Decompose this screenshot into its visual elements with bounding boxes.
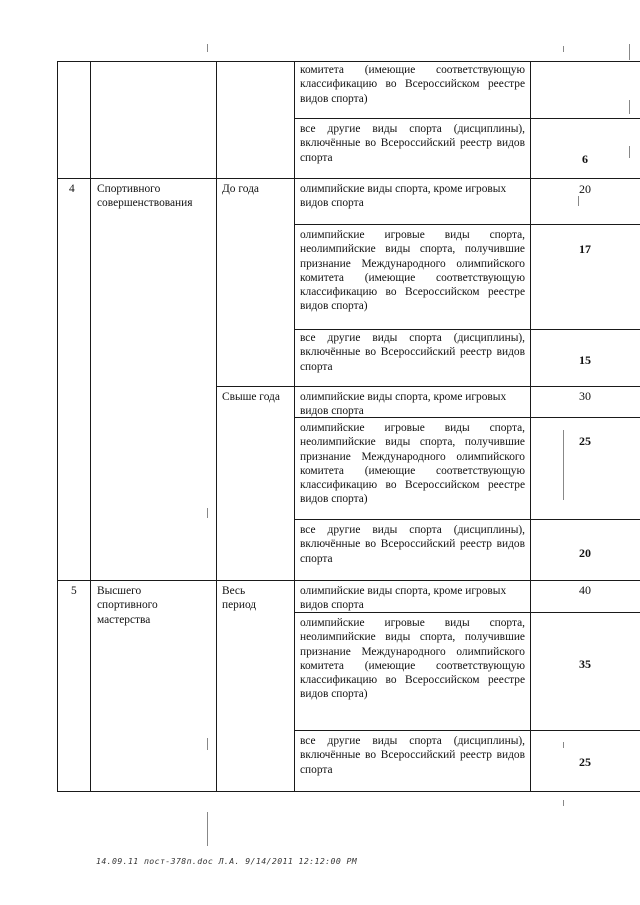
period-label: До года [222,183,259,195]
sport-category-text: олимпийские игровые виды спорта, неолимпийские виды спорта, получившие признание Международного олимпийского комитета (имеющие соответствующую классификацию во Всероссийском реестре видов спорта) [300,422,525,506]
table-border [294,329,640,330]
sport-category-text: олимпийские игровые виды спорта, неолимпийские виды спорта, получившие признание Международного олимпийского комитета (имеющие соответствующую классификацию во Всероссийском реестре видов спорта) [300,617,525,701]
scan-mark [207,812,208,846]
sport-category-text: все другие виды спорта (дисциплины), включённые во Всероссийский реестр видов спорта [300,332,525,373]
table-border [216,61,217,792]
table-border [57,61,640,62]
table-border [294,519,640,520]
sport-category-text: олимпийские виды спорта, кроме игровых видов спорта [300,585,507,612]
table-border [294,224,640,225]
scan-mark [207,508,208,518]
table-border [57,178,640,179]
hours-value: 25 [579,434,591,448]
row-number: 4 [69,183,75,195]
hours-value: 20 [579,182,591,196]
hours-value: 40 [579,583,591,597]
scan-mark [563,742,564,748]
scan-mark [629,44,630,60]
row-number: 5 [71,585,77,597]
scan-mark [207,44,208,52]
table-border [294,61,295,792]
sport-category-text: комитета (имеющие соответствующую классификацию во Всероссийском реестре видов спорта) [300,64,525,105]
sport-category-text: олимпийские виды спорта, кроме игровых видов спорта [300,183,507,210]
sport-category-text: все другие виды спорта (дисциплины), включённые во Всероссийский реестр видов спорта [300,123,525,164]
scan-mark [578,196,579,206]
scan-mark [207,738,208,750]
table-border [57,580,640,581]
hours-value: 20 [579,546,591,560]
table-border [90,61,91,792]
stage-name: Высшего спортивного мастерства [97,585,158,626]
table-border [294,730,640,731]
table-border [530,61,531,792]
sport-category-text: все другие виды спорта (дисциплины), включённые во Всероссийский реестр видов спорта [300,524,525,565]
hours-value: 15 [579,353,591,367]
sport-category-text: олимпийские виды спорта, кроме игровых видов спорта [300,391,507,418]
sport-category-text: олимпийские игровые виды спорта, неолимпийские виды спорта, получившие признание Международного олимпийского комитета (имеющие соответствующую классификацию во Всероссийском реестре видов спорта) [300,229,525,313]
period-label: Свыше года [222,391,280,403]
hours-value: 17 [579,242,591,256]
scan-mark [563,800,564,806]
period-label: Весь период [222,585,257,612]
table-border [216,386,640,387]
stage-name: Спортивного совершенствования [97,183,193,210]
hours-value: 30 [579,389,591,403]
scan-mark [629,100,630,114]
table-border [57,791,640,792]
sport-category-text: все другие виды спорта (дисциплины), включённые во Всероссийский реестр видов спорта [300,735,525,776]
table-border [294,118,640,119]
table-border [57,61,58,792]
hours-value: 6 [582,152,588,166]
hours-value: 25 [579,755,591,769]
hours-value: 35 [579,657,591,671]
document-footer: 14.09.11 пост-378п.doc Л.А. 9/14/2011 12:12:00 PM [96,856,358,866]
scan-mark [563,46,564,52]
